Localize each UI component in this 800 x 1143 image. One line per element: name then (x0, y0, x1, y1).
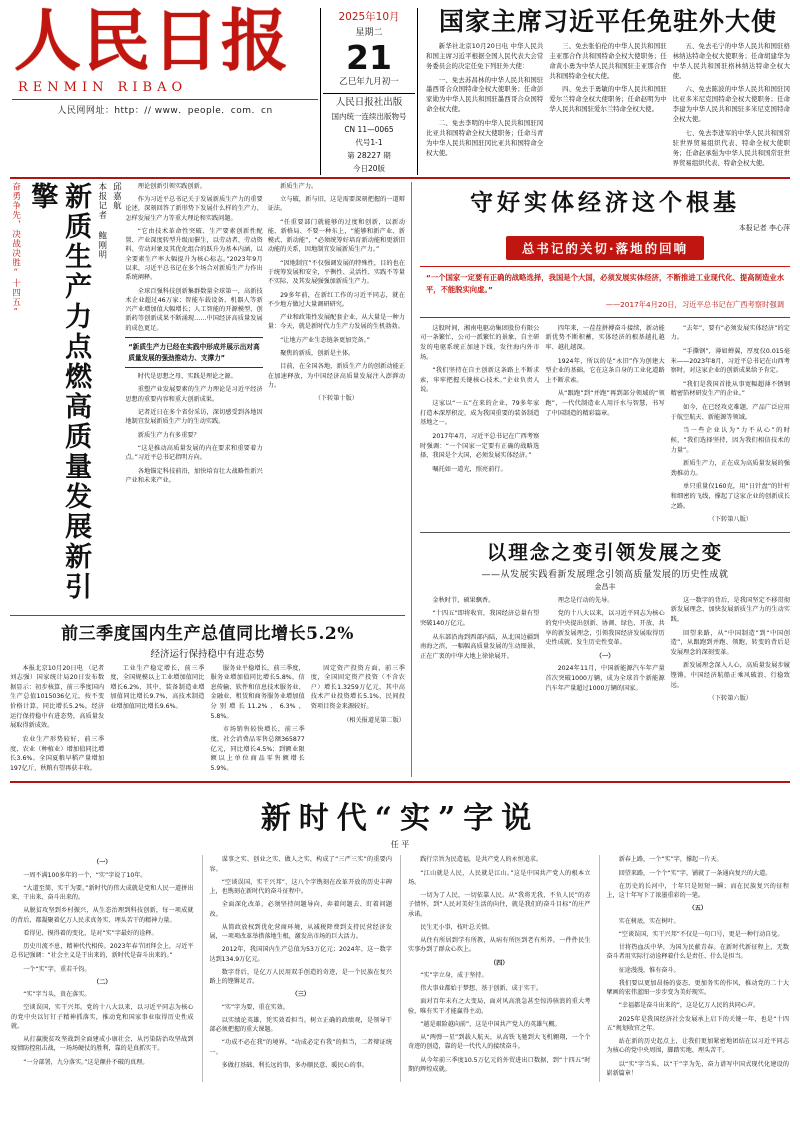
body-para: 征途漫漫，惟有奋斗。 (618, 966, 680, 974)
paper-website: 人民网网址：http：// www．people．com．cn (57, 106, 273, 117)
continued-tag: （下转第十版） (314, 395, 358, 403)
body-para: 这家以“一五”在来的企业，79多年家打造本深厚积淀，成为我国重要的装备制造基地之一。 (420, 400, 540, 427)
lead-headline: 国家主席习近平任免驻外大使 (438, 7, 777, 36)
left-package (10, 182, 411, 778)
body-para: 这股时间，湘南电驱动集团股份有限公司一条繁忙，公司一派繁忙的景象，自主研发的电驱系统正加速下线，发往海内外市场。 (420, 324, 540, 361)
body-para: “我们坚持在自主创新这条路上不断求索，牢牢把握关键核心技术。”企业负责人说。 (420, 367, 540, 394)
right-byline: 本报记者 李心萍 (738, 223, 790, 232)
masthead-datebox (320, 8, 418, 175)
right2-headline: 以理念之变引领发展之变 (486, 540, 724, 564)
left-byline-1: 本报记者 鲍刚明 (96, 181, 107, 260)
body-para: 重塑产业发展要素的生产力理论是习近平经济思想的重要内容和重大创新成果。 (125, 386, 263, 403)
body-para: 固定资产投资方面，前三季度，全国固定资产投资（不含农户）增长1.3259万亿元，其中高技术产业投资增长5.1%，民间投资项目资金来源较好。 (310, 664, 405, 711)
body-para: “这是推动高质量发展的内在要求和重要着力点。”习近平总书记指明方向。 (125, 444, 263, 462)
bottom-feature (10, 781, 790, 1082)
generation-code: 代号1-1 (355, 138, 383, 147)
right2-col-2 (545, 596, 664, 708)
right-col-1 (420, 324, 539, 529)
body-para: 新质生产力。 (280, 182, 318, 190)
body-para: 农业生产形势较好，前三季度，农业（种植业）增加值同比增长3.6%。全国夏粮早稻产量增加197亿斤，秋粮有望再获丰收。 (10, 735, 105, 772)
body-para: 全面深化改革，必须坚持问题导向，奔着问题去、盯着问题改。 (209, 901, 392, 918)
section-marker: （一） (93, 859, 112, 867)
body-para: 一周不满100多年的一个，“实”字说了10年。 (23, 871, 147, 879)
body-para: “任重要部门就能够的过度和创新，以新动能、新格局、不要一种东上，“能够和新产业、新模式、新动能”，“必须统筹好培育新动能和更新旧动能的关系，因地制宜发展新质生产力。” (267, 218, 405, 254)
lead-para: 新华社北京10月20日电 中华人民共和国主席习近平根据全国人民代表大会常务委员会的决定任免下列驻外大使： (426, 41, 544, 70)
body-para: 甘将热血沃中华，为国为民献青春。在新时代新征程上，无数奋斗者用实际行动诠释着什么是责任、什么是担当。 (606, 944, 789, 961)
left-divider (10, 615, 405, 616)
body-para: 金秋时节，硕果飘香。 (432, 596, 495, 604)
lead-para: 七、免去李进军的中华人民共和国常驻世界贸易组织代表、特命全权大使职务；任命赵承强为中华人民共和国常驻世界贸易组织代表、特命全权大使。 (672, 129, 790, 167)
bottom-author: 任 平 (390, 840, 410, 850)
continued-tag: （下转第八版） (708, 516, 752, 524)
related-report-tag: （相关报道见第二版） (343, 716, 405, 724)
body-para: 从“跟跑”到“并跑”再到部分领域的“领跑”，一代代制造业人用汗水与智慧，书写了中国制造的精彩篇章。 (545, 390, 665, 417)
left-body (125, 182, 405, 612)
body-para: 从住有所居到学有所教，从病有所医到老有所养，一件件民生实事办到了群众心坎上。 (408, 937, 591, 954)
body-para: 这一数字的背后，是我国坚定不移贯彻新发展理念、加快发展新质生产力的生动实践。 (670, 596, 790, 623)
body-para: 新质生产力，正在成为高质量发展的强劲推动力。 (670, 460, 790, 477)
body-para: “让地方产业生态链条更加完备。” (280, 336, 371, 344)
lead-col-3 (673, 42, 790, 173)
pullquote-text: “一个国家一定要有正确的战略选择，我国是个大国，必须发展实体经济，不断推进工业现代化、提高制造业水平，不能脱实向虚。” (426, 272, 784, 295)
body-para: 时代是思想之母，实践是理论之源。 (137, 373, 237, 381)
body-para: “空谈误国，实干兴邦”不仅是一句口号，更是一种行动自觉。 (618, 930, 784, 938)
body-para: 聚焦的新质，创新是主体。 (280, 350, 355, 358)
date-weekday: 星期二 (355, 27, 383, 38)
body-para: 以“实”字当头、以“干”字为先，奋力谱写中国式现代化建设的崭新篇章！ (606, 1060, 789, 1077)
lead-para: 六、免去陈波的中华人民共和国驻冈比亚多米尼克国特命全权大使职务；任命李建为中华人民共和国驻多米尼克国特命全权大使。 (672, 85, 790, 124)
lead-para: 四、免去于勇敏的中华人民共和国驻爱尔兰特命全权大使职务；任命赵明为中华人民共和国驻爱尔兰特命全权大使。 (549, 85, 667, 114)
right-article-2 (420, 537, 790, 708)
section-marker: （四） (490, 959, 509, 967)
gdp-headline: 前三季度国内生产总值同比增长5.2% (61, 623, 354, 644)
body-para: 从简政放权到优化营商环境，从减税降费到支持民营经济发展，一项项改革举措落地生根，激发出市场的巨大活力。 (209, 923, 392, 941)
body-para: “大道至简，实干为要。”新时代的伟大成就是党和人民一道拼出来、干出来、奋斗出来的。 (11, 884, 194, 902)
body-para: 从脱贫攻坚到乡村振兴，从生态治理到科技创新，每一项成就的背后，都凝聚着亿万人民求真务实、埋头苦干的精神力量。 (11, 907, 194, 924)
body-para: 理论创新引领实践创新。 (137, 182, 206, 190)
body-para: 回望来路，一个个“实”字，铺就了一条通向复兴的大道。 (618, 869, 772, 877)
body-para: 工业生产稳定增长，前三季度，全国规模以上工业增加值同比增长6.2%，其中，装备制造业增加值同比增长9.7%，高技术制造业增加值同比增长9.6%。 (110, 664, 205, 711)
gdp-col-2 (110, 664, 204, 778)
section-marker: （一） (595, 652, 615, 660)
body-para: “手撕钢”，薄如蝉翼，厚度仅0.015毫米——2023年8月，习近平总书记在山西考察时，对这家企业的创新成果给予肯定。 (670, 348, 790, 375)
masthead-logo (10, 1, 320, 117)
section-marker: （二） (93, 978, 112, 986)
right2-body (420, 596, 790, 708)
bottom-col-3 (400, 855, 592, 1082)
lead-para: 三、免去张伯伦的中华人民共和国驻圭亚那合作共和国特命全权大使职务；任命黄小勇为中华人民共和国驻圭亚那合作共和国特命全权大使。 (549, 41, 667, 80)
bottom-body (10, 855, 790, 1082)
license-cn: CN 11—0065 (344, 125, 394, 135)
body-para: 在历史的长河中，十年只是短短一瞬；而在民族复兴的征程上，这十年写下了浓墨重彩的一笔。 (606, 882, 789, 900)
masthead-divider (12, 99, 318, 100)
right-divider (420, 532, 790, 533)
body-para: 目前，在全国各地，新质生产力的创新动能正在加速释放，为中国经济高质量发展注入澎湃动力。 (267, 363, 405, 389)
body-para: “十四五”即将收官，我国经济总量有望突破140万亿元。 (420, 610, 540, 627)
date-lunar: 乙巳年九月初一 (339, 77, 399, 88)
body-para: “功成不必在我”的境界，“功成必定有我”的担当，二者辩证统一。 (209, 1039, 392, 1056)
body-para: “实”字立身，成于坚持。 (420, 971, 488, 979)
body-para: 当一些企业认为“力不从心”的时候，“我们选择坚持，因为我们相信技术的力量”。 (670, 427, 790, 454)
body-para: 1924年，所以的是“永旧”作为创建大型企业的基础，它在这条自身的工业化道路上不断求索。 (545, 357, 665, 384)
right-pullquote (420, 266, 790, 318)
paper-title: 人民日报 (14, 1, 290, 80)
body-para: 伟大事业都始于梦想、基于创新、成于实干。 (420, 985, 543, 993)
right2-col-3 (671, 596, 790, 708)
gdp-subhead: 经济运行保持稳中有进态势 (150, 648, 265, 660)
gdp-col-4 (311, 664, 405, 778)
right2-subhead: ——从发展实践看新发展理念引领高质量发展的历史性成就 (481, 569, 729, 580)
left-headline: 新质生产力点燃高质量发展新引擎 (26, 181, 92, 602)
body-para: “实”字当头，贵在落实。 (23, 991, 91, 999)
body-para: 2024年11月，中国新能源汽车年产量首次突破1000万辆，成为全球首个新能源汽车年产量超过1000万辆的国家。 (545, 665, 665, 692)
body-para: 全球百强科技创新集群数量全球第一，高新技术企业超过46万家；智能车载设备、机器人等新兴产业增加值大幅增长；人工智能的开源模型、创新药等创新成果不断涌现……中国经济高质量发展的成色更足。 (125, 287, 263, 332)
paper-pinyin: RENMIN RIBAO (18, 80, 188, 96)
body-para: 记者近日在多个省份采访，深切感受到各地因地制宜发展新质生产力的生动实践。 (125, 409, 263, 426)
lead-col-2 (549, 42, 666, 173)
body-para: 党的十八大以来，以习近平同志为核心的党中央提出创新、协调、绿色、开放、共享的新发展理念，引领我国经济发展取得历史性成就、发生历史性变革。 (545, 610, 665, 647)
body-para: 服务业平稳增长，前三季度，服务业增加值同比增长5.8%，信息传输、软件和信息技术服务业、金融业、租赁和商务服务业增加值分别增长11.2%、6.3%、5.8%。 (210, 664, 305, 720)
body-para: 四年来，一茬茬拼搏奋斗接续，新动能新优势不断积蓄，实体经济的根基越扎越牢、越扎越深。 (545, 324, 665, 352)
body-para: “我们是我国首批从事宽幅超薄不锈钢精密箔材研发生产的企业。” (670, 380, 790, 398)
body-para: 市场销售较快增长，前三季度，社会消费品零售总额365877亿元，同比增长4.5%；到额业限额以上单位商品零售额增长5.9%。 (210, 726, 305, 772)
body-para: 一切为了人民，一切依靠人民。从“我将无我，不负人民”的赤子情怀，到“人民对美好生活的向往，就是我们的奋斗目标”的庄严承诺。 (408, 892, 591, 918)
body-para: 作为习近平总书记关于发展新质生产力的重要论述，深刻回答了新形势下发展什么样的生产力、怎样发展生产力等重大理论和实践问题。 (125, 195, 263, 222)
body-para: 本报北京10月20日电 （记者刘志强）国家统计局20日发布数据显示：初步核算，前三季度国内生产总值1015036亿元，按不变价格计算，同比增长5.2%。经济运行保持稳中有进态势，高质量发展取得新成效。 (10, 664, 105, 730)
section-marker: （五） (688, 905, 707, 913)
gdp-col-1 (10, 664, 104, 778)
body-para: “江山就是人民，人民就是江山。”这是中国共产党人的根本立场。 (408, 869, 591, 886)
body-para: 2012年，我国国内生产总值为53万亿元；2024年，这一数字达到134.9万亿元。 (209, 946, 392, 963)
left-col-2 (268, 182, 405, 612)
body-para: 历史川流不息，精神代代相传。2023年春节团拜会上，习近平总书记强调：“社会主义是干出来的，新时代是奋斗出来的。” (11, 943, 194, 960)
body-para: “空谈误国、实干兴邦”，这八个字镌刻在改革开放的历史丰碑上，也镌刻在新时代的奋斗征程中。 (209, 878, 392, 896)
page-count: 今日20版 (352, 163, 386, 173)
column-slogan: 奋勇争先，决战决胜“十四五” (10, 181, 21, 318)
license-label: 国内统一连续出版物号 (331, 112, 407, 122)
body-para: 空谈误国，实干兴邦。党的十八大以来，以习近平同志为核心的党中央以钉钉子精神抓落实，推动党和国家事业取得历史性成就。 (11, 1004, 194, 1030)
body-para: 如今，在已经攻克难题，产品广泛应用于航空航天、新能源等领域。 (670, 404, 790, 421)
body-para: 践行宗旨为民造福，是共产党人的永恒追求。 (420, 856, 543, 864)
left-pullquote: “新质生产力已经在实践中形成并展示出对高质量发展的强劲推动力、支撑力” (125, 337, 262, 368)
right-headline: 守好实体经济这个根基 (470, 188, 740, 216)
left-byline-2: 邱嘉航 (111, 181, 122, 211)
gdp-article (10, 619, 405, 778)
body-para: 从打赢脱贫攻坚战到全面建成小康社会，从污染防治攻坚战到疫情防控阻击战，一场场硬仗的胜利，靠的是真抓实干。 (11, 1036, 194, 1053)
right2-col-1 (420, 596, 539, 708)
body-para: 新春上路，一个“实”字，撑起一片天。 (618, 856, 723, 864)
body-para: “一分部署，九分落实。”这是颠扑不破的真理。 (23, 1058, 149, 1066)
lead-col-1 (426, 42, 543, 173)
pullquote-source: ——2017年4月20日，习近平总书记在广西考察时强调 (605, 300, 784, 310)
body-para: 新质生产力有多重要？ (137, 431, 200, 439)
right-body (420, 324, 790, 529)
body-para: 实在树底，实在树叶。 (618, 917, 680, 925)
body-para: “实”字为要，重在实效。 (221, 1003, 289, 1011)
lead-para: 一、免去苏昌林的中华人民共和国驻墨西哥合众国特命全权大使职务；任命彭家勋为中华人民共和国驻墨西哥合众国特命全权大使。 (426, 75, 544, 114)
body-para: 从“两弹一星”到载人航天，从高铁飞驰到大飞机翱翔，一个个奇迹的创造，靠的是一代代人的接续奋斗。 (408, 1034, 591, 1051)
body-para: 我们要以更加昂扬的姿态、更加务实的作风，推动党的二十大擘画的宏伟蓝图一步步变为美好现实。 (606, 979, 789, 997)
body-para: “它由技术革命性突破、生产要素创新性配置、产业深度转型升级而催生，以劳动者、劳动资料、劳动对象及其优化组合的跃升为基本内涵，以全要素生产率大幅提升为核心标志。”2023年9月以来，习近平总书记在多个场合对新质生产力作出系统阐释。 (125, 227, 263, 282)
lead-body (426, 42, 790, 173)
series-ribbon: 总书记的关切·落地的回响 (506, 236, 704, 260)
left-col-1 (125, 182, 262, 612)
body-para: 从东部沿海到西部内陆，从北国边疆到南海之滨，一幅幅高质量发展的生动图景，正在广袤的中华大地上徐徐展开。 (420, 633, 540, 660)
body-para: 站在新的历史起点上，让我们更加紧密地团结在以习近平同志为核心的党中央周围，脚踏实地、埋头苦干。 (606, 1038, 789, 1055)
body-para: 2017年4月，习近平总书记在广西考察时强调：“一个国家一定要有正确的战略选择，我国是个大国，必须发展实体经济。” (420, 432, 540, 460)
section-marker: （三） (291, 991, 310, 999)
body-para: 新发展理念深入人心，高质量发展步履铿锵，中国经济航船正乘风破浪、行稳致远。 (670, 662, 790, 689)
mid-section (10, 182, 790, 778)
body-para: 数字背后，是亿万人民用双手创造的奇迹，是一个民族在复兴路上的铿锵足音。 (209, 968, 392, 986)
issue-number: 第 28227 期 (347, 150, 391, 160)
body-para: 2025年是我国经济社会发展承上启下的关键一年，也是“十四五”规划收官之年。 (606, 1015, 789, 1032)
body-para: “幸福都是奋斗出来的”，这是亿万人民的共同心声。 (618, 1002, 760, 1010)
body-para: 面对百年未有之大变局，面对风高浪急甚至惊涛骇浪的重大考验，唯有实干才能赢得主动。 (408, 998, 591, 1015)
body-para: 谋事之实、创业之实、做人之实，构成了“三严三实”的重要内容。 (209, 856, 392, 873)
body-para: 单只重量仅160克，用“日针盘”的针杆和细密的飞线，撑起了这家企业的创新成长之路。 (670, 483, 790, 510)
body-para: 立与破，新与旧，这是需要深刻把握的一道辩证法。 (267, 195, 405, 213)
bottom-col-1 (10, 855, 195, 1082)
body-para: 产业和政策性发展配套企业，从大量是一种力量：今天，就是新时代力生产力发展的生机勃勃。 (267, 314, 405, 331)
continued-tag: （下转第六版） (708, 695, 752, 703)
body-para: 以实绩论英雄，凭实效看担当。树立正确的政绩观，是领导干部必须把握的重大课题。 (209, 1016, 392, 1034)
body-para: “因地制宜”不仅强调发展的特殊性，目的也在于统筹发展和安全，平衡性、灵活性、实践不等量不实际、及其发展强强加新质生产力。 (267, 259, 405, 286)
body-para: 回望来路，从“中国制造”到“中国创造”，从跟跑到并跑、领跑，转变的背后是发展理念的深刻变革。 (670, 629, 790, 656)
right-col-2 (545, 324, 664, 529)
body-para: 从今年前三季度10.5万亿元的外贸进出口数据，到“十四五”时期的辉煌成就。 (408, 1056, 591, 1073)
body-para: 民生无小事，枝叶总关情。 (420, 923, 494, 931)
body-para: 多做打基础、利长远的事，多办顺民意、暖民心的事。 (221, 1061, 368, 1069)
lead-article (418, 6, 790, 173)
body-para: 看得见、摸得着的变化，是对“实”字最好的诠释。 (23, 929, 158, 937)
body-para: 嘱托如一道光，照亮前行。 (432, 465, 507, 473)
gdp-col-3 (211, 664, 305, 778)
lead-para: 五、免去毛宁的中华人民共和国驻格林纳达特命全权大使职务；任命胡建华为中华人民共和国驻格林纳达特命全权大使。 (672, 41, 790, 80)
date-day: 21 (346, 38, 392, 78)
body-para: 29多年前，在新红工作的习近平同志，就在不少地方做过大量调研研究。 (267, 291, 405, 308)
body-para: 理念是行动的先导。 (557, 596, 614, 604)
body-para: 各地锚定科技前沿，加快培育壮大战略性新兴产业和未来产业。 (125, 467, 263, 484)
left-feature (10, 182, 405, 612)
body-para: 一个“实”字，重若千钧。 (23, 965, 91, 973)
right2-author: 金昌丰 (594, 582, 616, 591)
body-para: “去年”，要有“必须发展实体经济”的定力。 (670, 324, 790, 342)
gdp-body (10, 664, 405, 778)
right-col-3 (671, 324, 790, 529)
right-package (411, 182, 790, 778)
bottom-col-2 (202, 855, 394, 1082)
ribbon-wrap (420, 236, 790, 260)
bottom-col-4 (599, 855, 791, 1082)
date-ymd: 2025年10月 (338, 11, 400, 23)
masthead (10, 1, 790, 179)
bottom-headline: 新时代“实”字说 (260, 801, 540, 837)
lead-para: 二、免去李明的中华人民共和国驻冈比亚共和国特命全权大使职务；任命马青为中华人民共和国驻冈比亚共和国特命全权大使。 (426, 119, 544, 157)
publisher: 人民日报社出版 (323, 93, 415, 110)
body-para: “越是艰险越向前”，这是中国共产党人的英雄气概。 (420, 1020, 561, 1028)
